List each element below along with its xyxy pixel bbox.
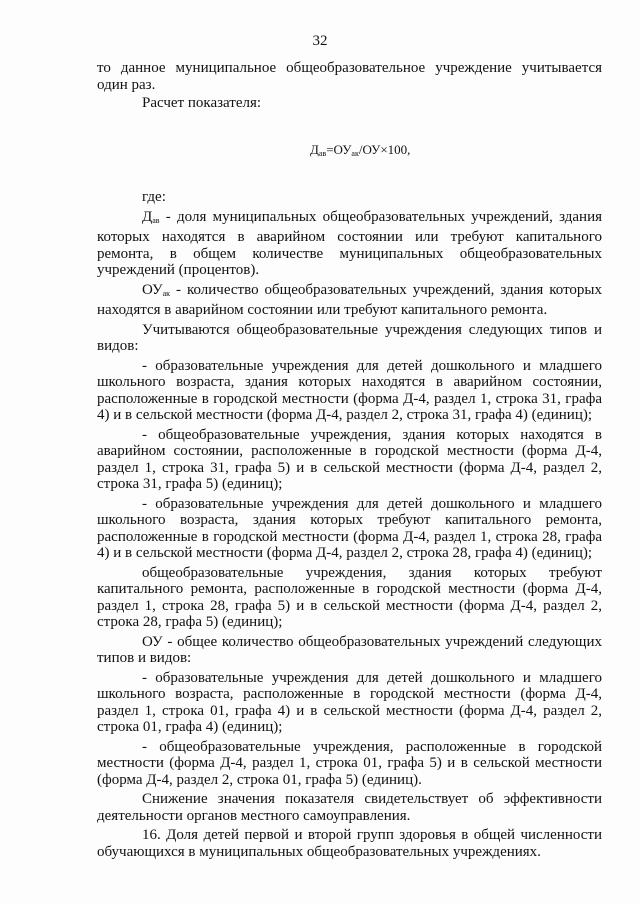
def-ou-symbol: ОУ [142,281,163,298]
paragraph: - образовательные учреждения для детей дошкольного и младшего школьного возраста, здания которых находятся в аварийном состоянии, расположенные в городской местности (форма Д-4, раздел 1, строка 31, графа 4) и в сельской местности (форма Д-4, раздел 2, строка 31, графа 4) (единиц); [97,357,602,423]
paragraph: - общеобразовательные учреждения, здания которых находятся в аварийном состоянии, расположенные в городской местности (форма Д-4, раздел 1, строка 31, графа 5) и в сельской местности (форма Д-4, раздел 2, строка 31, графа 5) (единиц); [97,426,602,492]
paragraph: - образовательные учреждения для детей дошкольного и младшего школьного возраста, расположенные в городской местности (форма Д-4, раздел 1, строка 01, графа 4) и в сельской местности (форма Д-4, раздел 2, строка 01, графа 4) (единиц); [97,669,602,735]
formula-lhs: Д [310,141,319,157]
paragraph: общеобразовательные учреждения, здания которых требуют капитального ремонта, расположенные в городской местности (форма Д-4, раздел 1, строка 28, графа 5) и в сельской местности (форма Д-4, раздел 2, строка 28, графа 5) (единиц); [97,564,602,630]
definition-d [97,209,602,279]
paragraph: ОУ - общее количество общеобразовательных учреждений следующих типов и видов: [97,633,602,666]
def-ou-subscript: ак [162,288,171,298]
def-d-subscript: ав [152,215,160,225]
intro-paragraph: то данное муниципальное общеобразовательное учреждение учитывается один раз. [97,60,602,93]
where-label: где: [142,189,166,205]
paragraph: Учитываются общеобразовательные учреждения следующих типов и видов: [97,321,602,354]
page-number: 32 [312,33,328,49]
def-d-symbol: Д [142,208,153,225]
document-body [97,60,602,860]
paragraph: - образовательные учреждения для детей дошкольного и младшего школьного возраста, здания которых требуют капитального ремонта, расположенные в городской местности (форма Д-4, раздел 1, строка 28, графа 4) и в сельской местности (форма Д-4, раздел 2, строка 28, графа 4) (единиц); [97,495,602,561]
def-ou-text: - количество общеобразовательных учреждений, здания которых находятся в аварийном состоянии или требуют капитального ремонта. [97,281,602,318]
formula [97,142,602,163]
definition-ou [97,282,602,319]
formula-eq: =ОУ [326,141,352,157]
formula-ou-subscript: ак [351,148,359,158]
paragraph: Снижение значения показателя свидетельствует об эффективности деятельности органов местного самоуправления. [97,791,602,824]
formula-lhs-subscript: ав [318,148,327,158]
calc-heading: Расчет показателя: [142,95,262,111]
formula-rest: /ОУ×100, [358,141,411,157]
paragraph: 16. Доля детей первой и второй групп здоровья в общей численности обучающихся в муниципальных общеобразовательных учреждениях. [97,827,602,860]
paragraph: - общеобразовательные учреждения, расположенные в городской местности (форма Д-4, раздел 1, строка 01, графа 5) и в сельской местности (форма Д-4, раздел 2, строка 01, графа 5) (единиц). [97,738,602,788]
def-d-text: - доля муниципальных общеобразовательных учреждений, здания которых находятся в аварийном состоянии или требуют капитального ремонта, в общем количестве муниципальных общеобразовательных учреждений (процентов). [97,208,602,278]
